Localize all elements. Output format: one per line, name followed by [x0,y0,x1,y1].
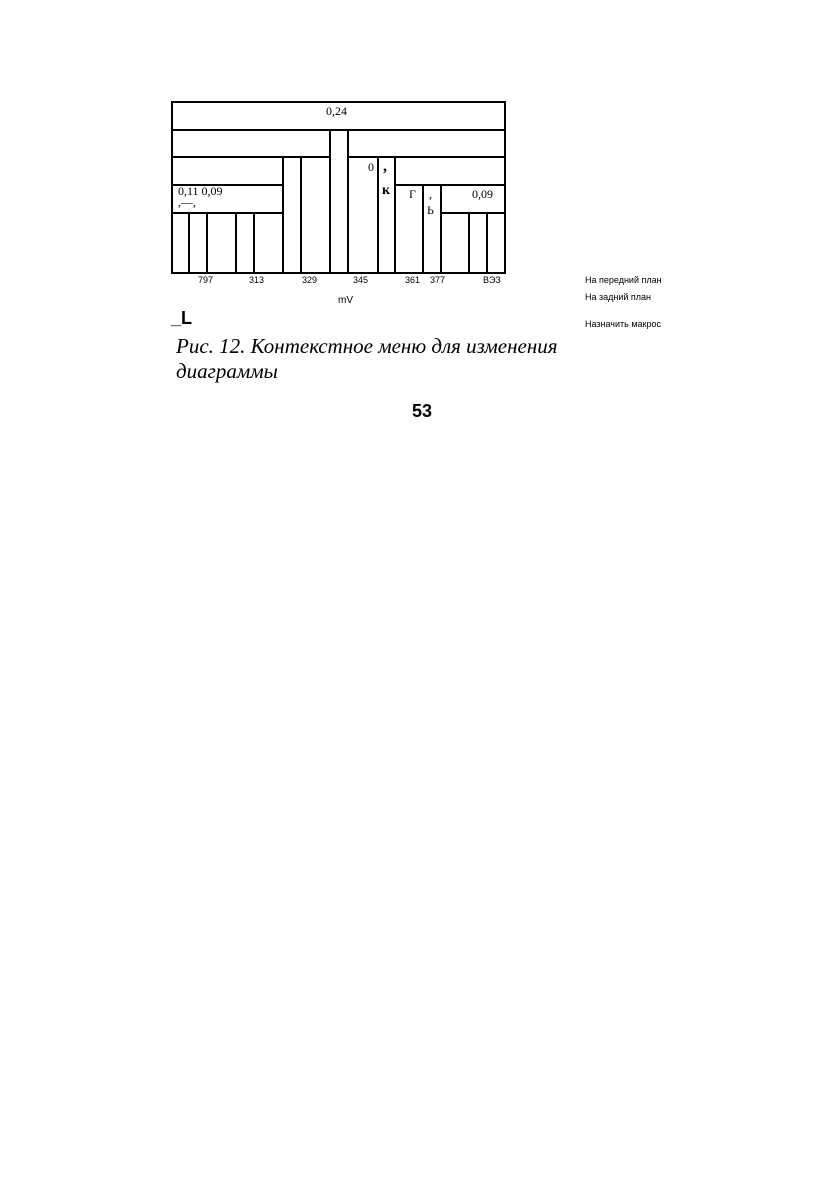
cell-label-mid-k: к [382,183,391,198]
cell-label-left-a: 0,11 0,09 [178,184,223,198]
cell-label-mid-soft: Ь [427,203,434,217]
cell-label-top: 0,24 [326,104,347,118]
figure-marker: _L [171,308,193,328]
x-tick-label: 345 [353,275,369,285]
x-unit-label: mV [338,295,353,306]
figure-caption: Рис. 12. Контекстное меню для изменения диаграммы [176,334,558,383]
cell-label-mid-comma: , [383,158,387,175]
x-tick-label: 313 [249,275,265,285]
cell-label-mid-zero: 0 [368,160,374,174]
menu-item-bring-to-front[interactable]: На передний план [585,275,662,285]
context-menu [585,275,695,335]
x-tick-label: 329 [302,275,318,285]
x-tick-label: 797 [198,275,214,285]
x-tick-label: 377 [430,275,446,285]
x-tick-label: 361 [405,275,421,285]
page-number: 53 [412,401,433,421]
menu-item-assign-macro[interactable]: Назначить макрос [585,319,661,329]
cell-label-mid-comma2: , [429,187,432,201]
cell-label-right: 0,09 [472,187,493,201]
cell-label-mid-g: Г [409,187,416,201]
cell-label-left-b: ,—, [178,195,196,209]
x-tick-label: ВЭЗ [483,275,501,285]
menu-item-send-to-back[interactable]: На задний план [585,292,652,302]
